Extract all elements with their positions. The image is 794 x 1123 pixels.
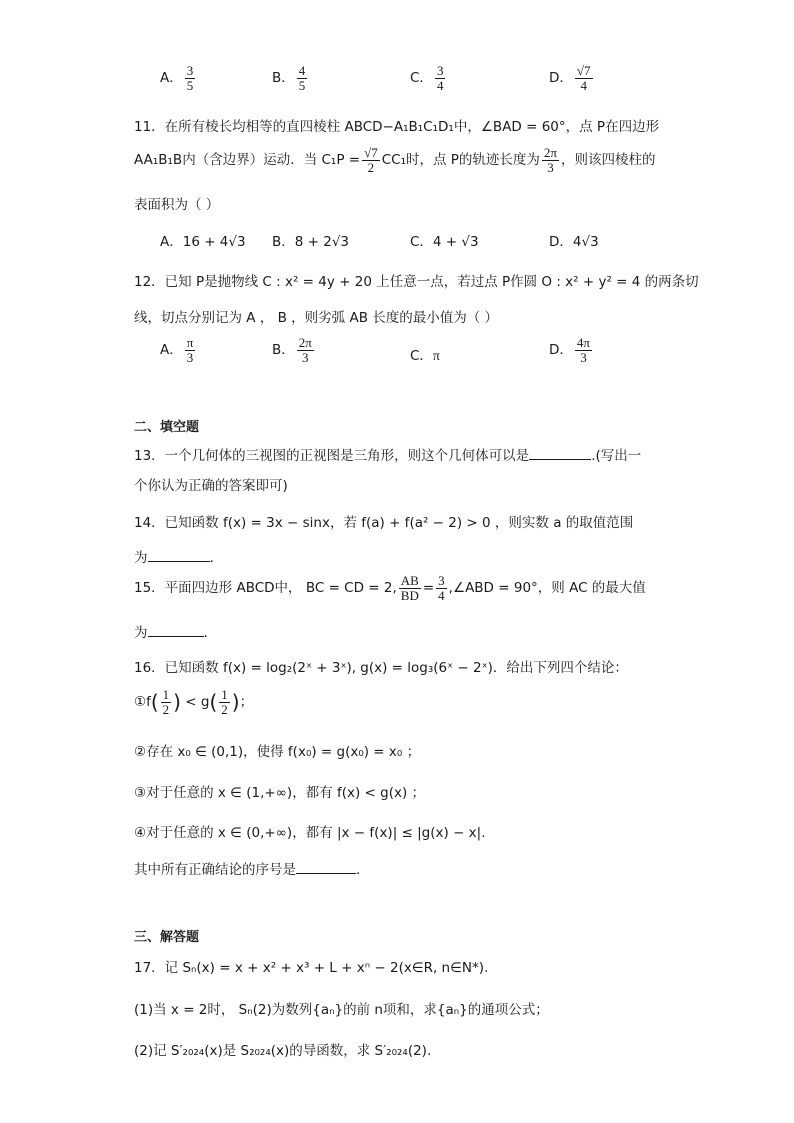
fraction: $\frac{1}{2}$ [221, 687, 228, 717]
fraction: $\frac{4}{5}$ [298, 63, 306, 93]
q10-option-d: D． $\frac{√7}{4}$ [549, 63, 591, 93]
q11-option-b: B．8 + 2√3 [272, 234, 350, 250]
q17-part1: (1)当 x = 2时， Sₙ(2)为数列{aₙ}的前 n项和，求{aₙ}的通项公式； [134, 1002, 549, 1018]
q12-option-d: D． $\frac{4\pi}{3}$ [549, 335, 590, 365]
q12-line2: 线，切点分别记为 A ， B ，则劣弧 AB 长度的最小值为（ ） [134, 310, 499, 326]
q11-line3: 表面积为（ ） [134, 197, 220, 213]
answer-blank [529, 459, 591, 460]
q16-answer-line: 其中所有正确结论的序号是 . [134, 862, 361, 878]
q10-option-c: C． $\frac{3}{4}$ [410, 63, 444, 93]
q11-option-c: C．4 + √3 [410, 234, 479, 250]
q16-conclusion-4: ④对于任意的 x ∈ (0,+∞)，都有 |x − f(x)| ≤ |g(x) − x|. [134, 825, 486, 841]
q15-line1: 15．平面四边形 ABCD中， BC = CD = 2, $\frac{AB}{BD}$ = $\frac{3}{4}$ ,∠ABD = 90°，则 AC 的最大值 [134, 573, 646, 603]
q11-line1: 11．在所有棱长均相等的直四棱柱 ABCD−A₁B₁C₁D₁中，∠BAD = 60°，点 P在四边形 [134, 119, 660, 135]
fraction: $\frac{AB}{BD}$ [400, 573, 419, 603]
fraction: $\frac{√7}{4}$ [576, 63, 591, 93]
q13-line2: 个你认为正确的答案即可) [134, 478, 288, 494]
q12-option-b: B． $\frac{2\pi}{3}$ [272, 335, 312, 365]
q16-conclusion-2: ②存在 x₀ ∈ (0,1)，使得 f(x₀) = g(x₀) = x₀ ； [134, 744, 421, 760]
fraction: $\frac{4\pi}{3}$ [576, 335, 590, 365]
q16-conclusion-3: ③对于任意的 x ∈ (1,+∞)，都有 f(x) < g(x) ； [134, 785, 426, 801]
q17-line1: 17．记 Sₙ(x) = x + x² + x³ + L + xⁿ − 2(x∈R, n∈N*). [134, 960, 489, 976]
q12-option-c: C．π [410, 348, 440, 364]
q11-option-a: A．16 + 4√3 [160, 234, 246, 250]
q11-line2: AA₁B₁B内（含边界）运动．当 C₁P = $\frac{√7}{2}$ CC₁时，点 P的轨迹长度为 $\frac{2\pi}{3}$ ，则该四棱柱的 [134, 145, 656, 175]
fraction: $\frac{3}{4}$ [438, 573, 445, 603]
fraction: $\frac{3}{5}$ [186, 63, 194, 93]
q13-line1: 13．一个几何体的三视图的正视图是三角形，则这个几何体可以是 .(写出一 [134, 448, 642, 464]
fraction: $\frac{√7}{2}$ [364, 145, 378, 175]
answer-blank [148, 636, 204, 637]
q11-option-d: D．4√3 [549, 234, 599, 250]
q12-option-a: A． $\frac{\pi}{3}$ [160, 335, 194, 365]
q16-conclusion-1: ①f( $\frac{1}{2}$ ) < g( $\frac{1}{2}$ )； [134, 687, 254, 717]
q10-option-a: A． $\frac{3}{5}$ [160, 63, 194, 93]
q15-line2: 为 . [134, 625, 208, 641]
fraction: $\frac{3}{4}$ [436, 63, 444, 93]
q17-part2: (2)记 S′₂₀₂₄(x)是 S₂₀₂₄(x)的导函数，求 S′₂₀₂₄(2). [134, 1043, 432, 1059]
answer-blank [296, 873, 356, 874]
answer-blank [148, 561, 210, 562]
fraction: $\frac{\pi}{3}$ [186, 335, 194, 365]
q10-option-b: B． $\frac{4}{5}$ [272, 63, 306, 93]
fraction: $\frac{1}{2}$ [162, 687, 170, 717]
section-title-fill-in: 二、填空题 [134, 420, 200, 435]
fraction: $\frac{2\pi}{3}$ [543, 145, 557, 175]
q14-line1: 14．已知函数 f(x) = 3x − sinx，若 f(a) + f(a² − 2) > 0 ，则实数 a 的取值范围 [134, 515, 634, 531]
q12-line1: 12．已知 P是抛物线 C : x² = 4y + 20 上任意一点，若过点 P作圆 O : x² + y² = 4 的两条切 [134, 274, 699, 290]
q16-line1: 16．已知函数 f(x) = log₂(2ˣ + 3ˣ), g(x) = log₃(6ˣ − 2ˣ)．给出下列四个结论： [134, 660, 628, 676]
fraction: $\frac{2\pi}{3}$ [298, 335, 312, 365]
section-title-solutions: 三、解答题 [134, 930, 200, 945]
q14-line2: 为 . [134, 550, 214, 566]
